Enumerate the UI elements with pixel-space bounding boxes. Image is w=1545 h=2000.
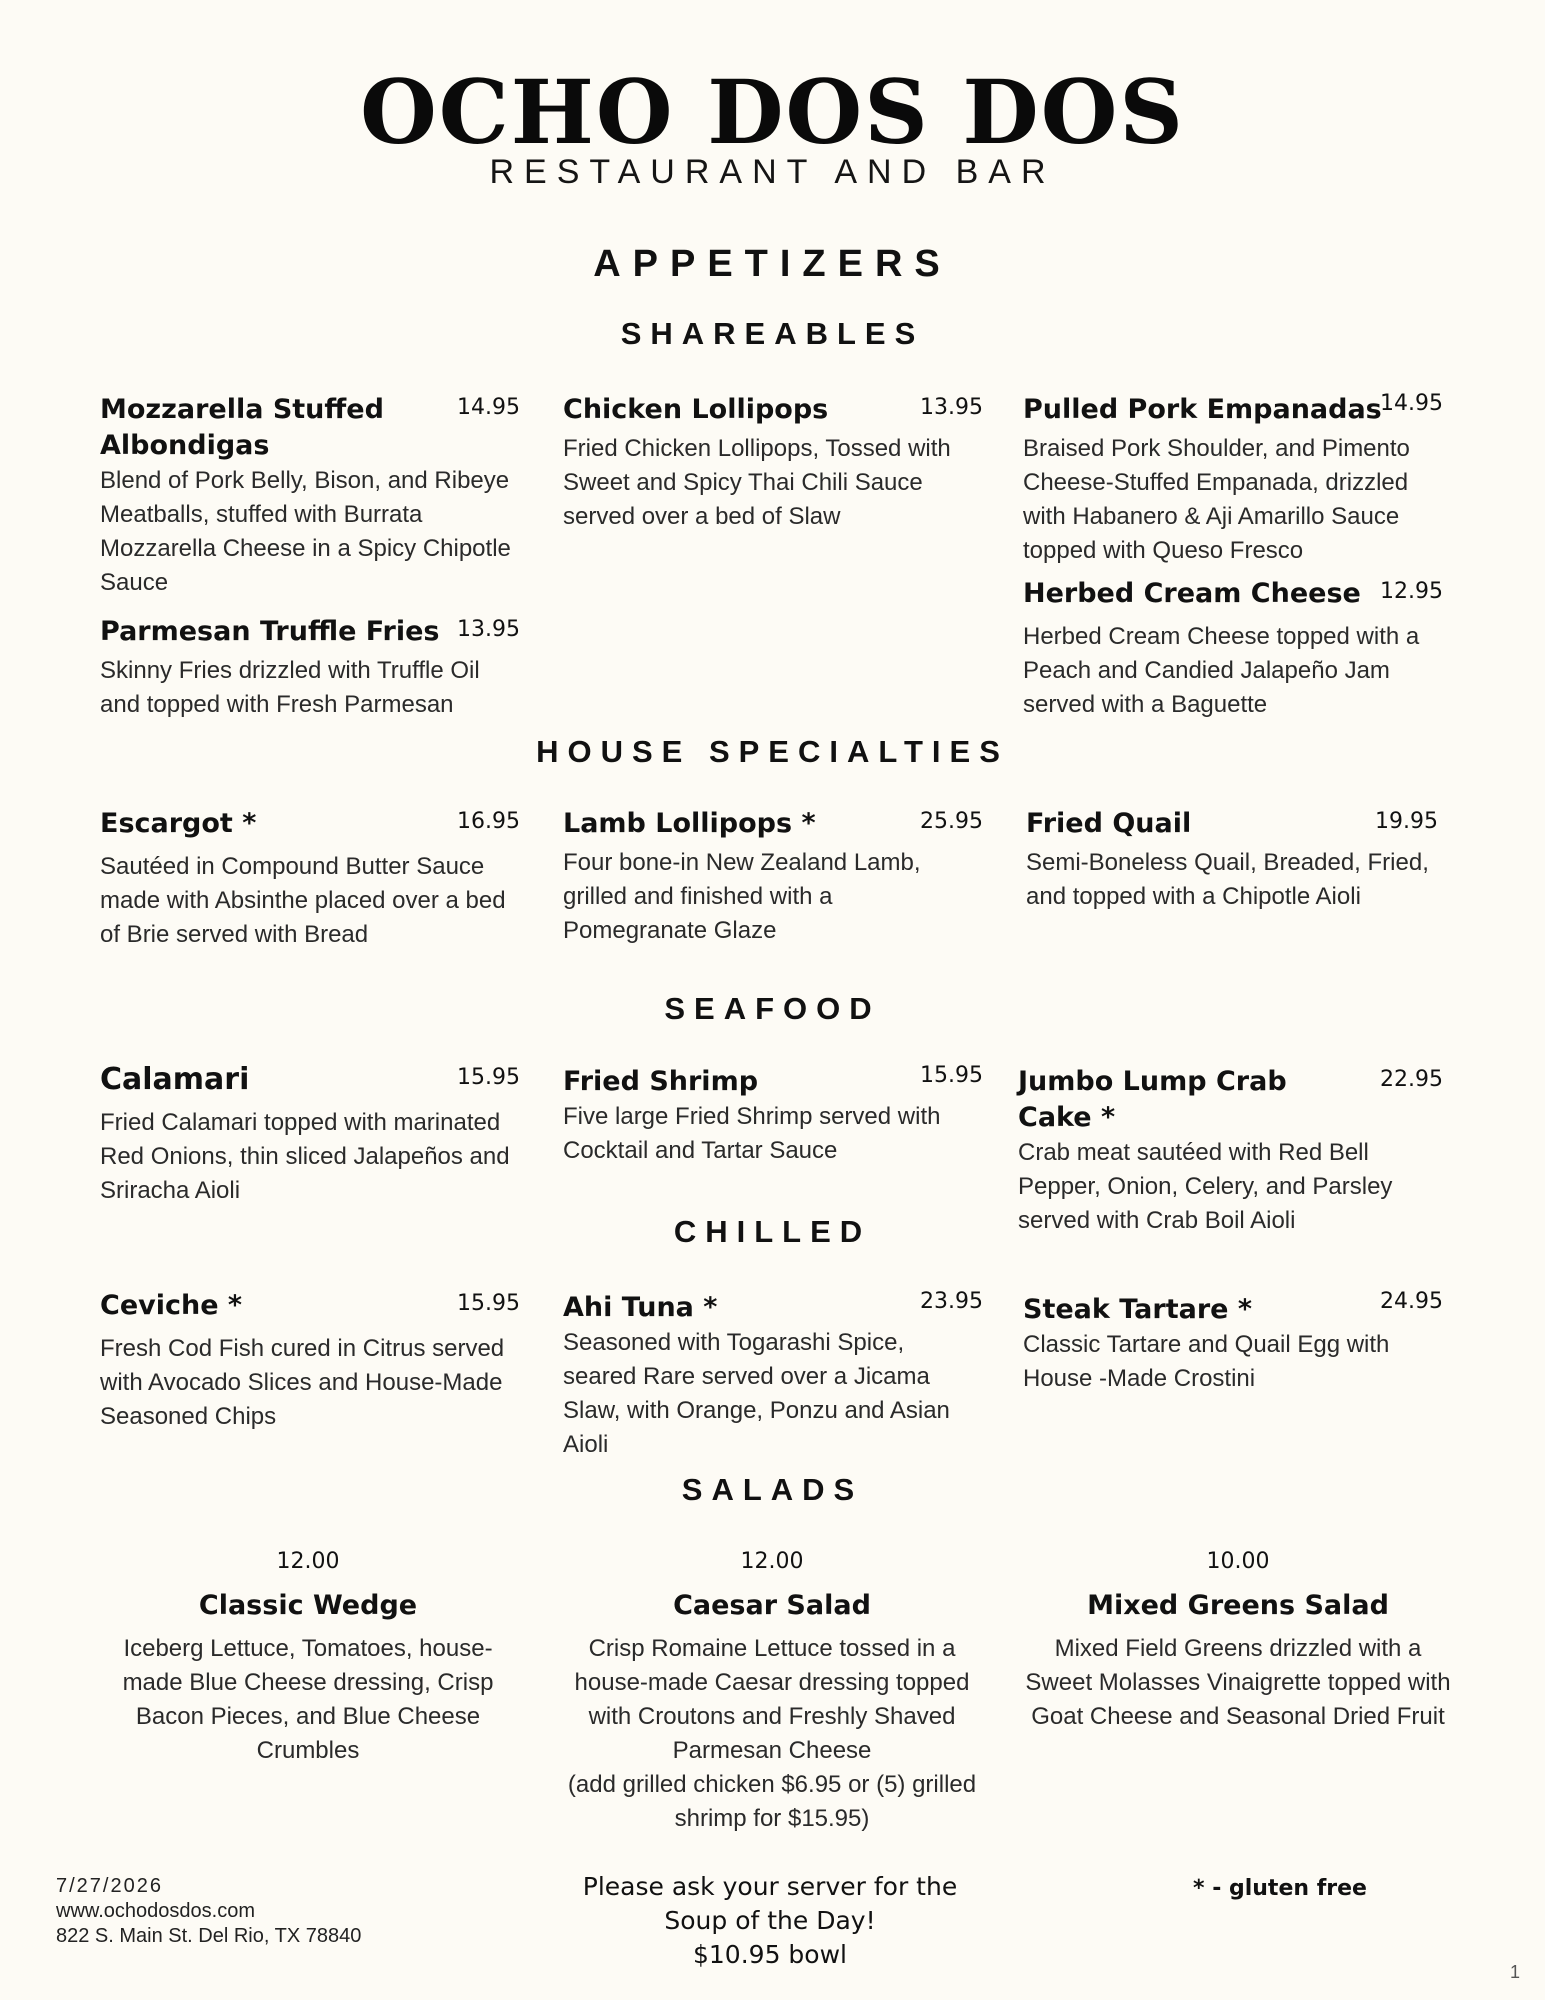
gluten-free-note: * - gluten free bbox=[1193, 1876, 1367, 1901]
salad-description: Iceberg Lettuce, Tomatoes, house-made Blue Cheese dressing, Crisp Bacon Pieces, and Blue Cheese Crumbles bbox=[122, 1635, 494, 1764]
footer-info bbox=[56, 1874, 361, 1949]
menu-item-fried-quail bbox=[1026, 806, 1438, 914]
item-name: Ceviche * bbox=[100, 1290, 243, 1321]
item-description: Classic Tartare and Quail Egg with House -Made Crostini bbox=[1023, 1331, 1390, 1392]
item-name: Fried Quail bbox=[1026, 808, 1192, 839]
item-description: Crab meat sautéed with Red Bell Pepper, Onion, Celery, and Parsley served with Crab Boil Aioli bbox=[1018, 1139, 1393, 1234]
item-name: Steak Tartare * bbox=[1023, 1294, 1252, 1325]
item-price: 24.95 bbox=[1380, 1289, 1443, 1314]
item-name: Pulled Pork Empanadas bbox=[1023, 394, 1382, 425]
item-price: 15.95 bbox=[457, 1291, 520, 1316]
menu-item-calamari bbox=[100, 1062, 520, 1208]
section-title-appetizers: APPETIZERS bbox=[593, 243, 952, 285]
item-name: Chicken Lollipops bbox=[563, 394, 829, 425]
menu-item-chicken-lollipops bbox=[563, 392, 983, 534]
item-description: Blend of Pork Belly, Bison, and Ribeye Meatballs, stuffed with Burrata Mozzarella Cheese in a Spicy Chipotle Sauce bbox=[100, 467, 511, 596]
item-description: Four bone-in New Zealand Lamb, grilled and finished with a Pomegranate Glaze bbox=[563, 849, 921, 944]
item-description: Seasoned with Togarashi Spice, seared Rare served over a Jicama Slaw, with Orange, Ponzu and Asian Aioli bbox=[563, 1329, 950, 1458]
salad-price: 12.00 bbox=[740, 1549, 804, 1574]
salad-classic-wedge bbox=[88, 1546, 528, 1768]
footer-date: 7/27/2026 bbox=[56, 1875, 163, 1897]
item-description: Five large Fried Shrimp served with Cocktail and Tartar Sauce bbox=[563, 1103, 941, 1164]
menu-item-fried-shrimp bbox=[563, 1064, 983, 1168]
menu-item-escargot bbox=[100, 806, 520, 952]
item-name: Herbed Cream Cheese bbox=[1023, 578, 1361, 609]
item-name: Fried Shrimp bbox=[563, 1066, 759, 1097]
item-price: 14.95 bbox=[1380, 391, 1443, 416]
item-description: Semi-Boneless Quail, Breaded, Fried, and topped with a Chipotle Aioli bbox=[1026, 849, 1429, 910]
item-price: 23.95 bbox=[920, 1289, 983, 1314]
item-price: 16.95 bbox=[457, 809, 520, 834]
salad-name: Mixed Greens Salad bbox=[1087, 1590, 1389, 1621]
salad-price: 10.00 bbox=[1206, 1549, 1270, 1574]
item-price: 12.95 bbox=[1380, 579, 1443, 604]
soup-price: $10.95 bowl bbox=[693, 1940, 847, 1969]
menu-item-empanadas bbox=[1023, 392, 1443, 568]
menu-item-truffle-fries bbox=[100, 614, 520, 722]
soup-line-2: Soup of the Day! bbox=[664, 1906, 876, 1935]
restaurant-subtitle: RESTAURANT AND BAR bbox=[489, 153, 1056, 191]
item-price: 15.95 bbox=[920, 1063, 983, 1088]
section-title-salads: SALADS bbox=[681, 1472, 864, 1507]
salad-name: Classic Wedge bbox=[198, 1590, 418, 1621]
salad-description: Mixed Field Greens drizzled with a Sweet Molasses Vinaigrette topped with Goat Cheese and Seasonal Dried Fruit bbox=[1025, 1635, 1451, 1730]
item-description: Herbed Cream Cheese topped with a Peach and Candied Jalapeño Jam served with a Baguette bbox=[1023, 623, 1420, 718]
soup-of-the-day-note bbox=[520, 1870, 1020, 1972]
menu-item-albondigas bbox=[100, 392, 520, 600]
menu-item-ceviche bbox=[100, 1288, 520, 1434]
item-name: Calamari bbox=[100, 1062, 250, 1097]
item-description: Fresh Cod Fish cured in Citrus served with Avocado Slices and House-Made Seasoned Chips bbox=[100, 1335, 505, 1430]
item-price: 13.95 bbox=[920, 395, 983, 420]
item-name: Mozzarella Stuffed Albondigas bbox=[100, 394, 384, 461]
item-name: Parmesan Truffle Fries bbox=[100, 616, 440, 647]
item-price: 14.95 bbox=[457, 395, 520, 420]
salad-price: 12.00 bbox=[276, 1549, 340, 1574]
item-name: Lamb Lollipops * bbox=[563, 808, 816, 839]
page-number: 1 bbox=[1510, 1962, 1521, 1982]
section-title-house-specialties: HOUSE SPECIALTIES bbox=[536, 734, 1009, 769]
salad-description: Crisp Romaine Lettuce tossed in a house-made Caesar dressing topped with Croutons and Freshly Shaved Parmesan Cheese bbox=[574, 1635, 970, 1764]
footer-address: 822 S. Main St. Del Rio, TX 78840 bbox=[56, 1925, 362, 1947]
item-price: 15.95 bbox=[457, 1065, 520, 1090]
item-description: Fried Calamari topped with marinated Red Onions, thin sliced Jalapeños and Sriracha Aioli bbox=[100, 1109, 510, 1204]
soup-line-1: Please ask your server for the bbox=[582, 1872, 958, 1901]
menu-item-steak-tartare bbox=[1023, 1289, 1443, 1396]
salad-name: Caesar Salad bbox=[673, 1590, 871, 1621]
salad-mixed-greens bbox=[1018, 1546, 1458, 1734]
item-name: Jumbo Lump Crab Cake * bbox=[1018, 1066, 1287, 1133]
item-description: Skinny Fries drizzled with Truffle Oil and topped with Fresh Parmesan bbox=[100, 657, 480, 718]
restaurant-logo: OCHO DOS DOS bbox=[360, 60, 1185, 164]
item-price: 25.95 bbox=[920, 809, 983, 834]
item-name: Escargot * bbox=[100, 808, 257, 839]
section-title-chilled: CHILLED bbox=[673, 1214, 872, 1249]
item-name: Ahi Tuna * bbox=[563, 1292, 718, 1323]
item-price: 19.95 bbox=[1375, 809, 1438, 834]
menu-item-herbed-cream-cheese bbox=[1023, 576, 1443, 722]
salad-caesar bbox=[552, 1546, 992, 1836]
menu-item-lamb-lollipops bbox=[563, 806, 983, 948]
item-description: Braised Pork Shoulder, and Pimento Cheese-Stuffed Empanada, drizzled with Habanero & Aji Amarillo Sauce topped with Queso Fresco bbox=[1023, 435, 1410, 564]
item-price: 22.95 bbox=[1380, 1067, 1443, 1092]
section-title-shareables: SHAREABLES bbox=[620, 316, 925, 351]
salad-addon-note: (add grilled chicken $6.95 or (5) grilled shrimp for $15.95) bbox=[567, 1771, 977, 1832]
footer-website: www.ochodosdos.com bbox=[56, 1900, 255, 1922]
item-description: Fried Chicken Lollipops, Tossed with Sweet and Spicy Thai Chili Sauce served over a bed of Slaw bbox=[563, 435, 951, 530]
item-price: 13.95 bbox=[457, 617, 520, 642]
section-title-seafood: SEAFOOD bbox=[664, 991, 881, 1026]
menu-item-ahi-tuna bbox=[563, 1290, 983, 1462]
item-description: Sautéed in Compound Butter Sauce made with Absinthe placed over a bed of Brie served with Bread bbox=[100, 853, 506, 948]
